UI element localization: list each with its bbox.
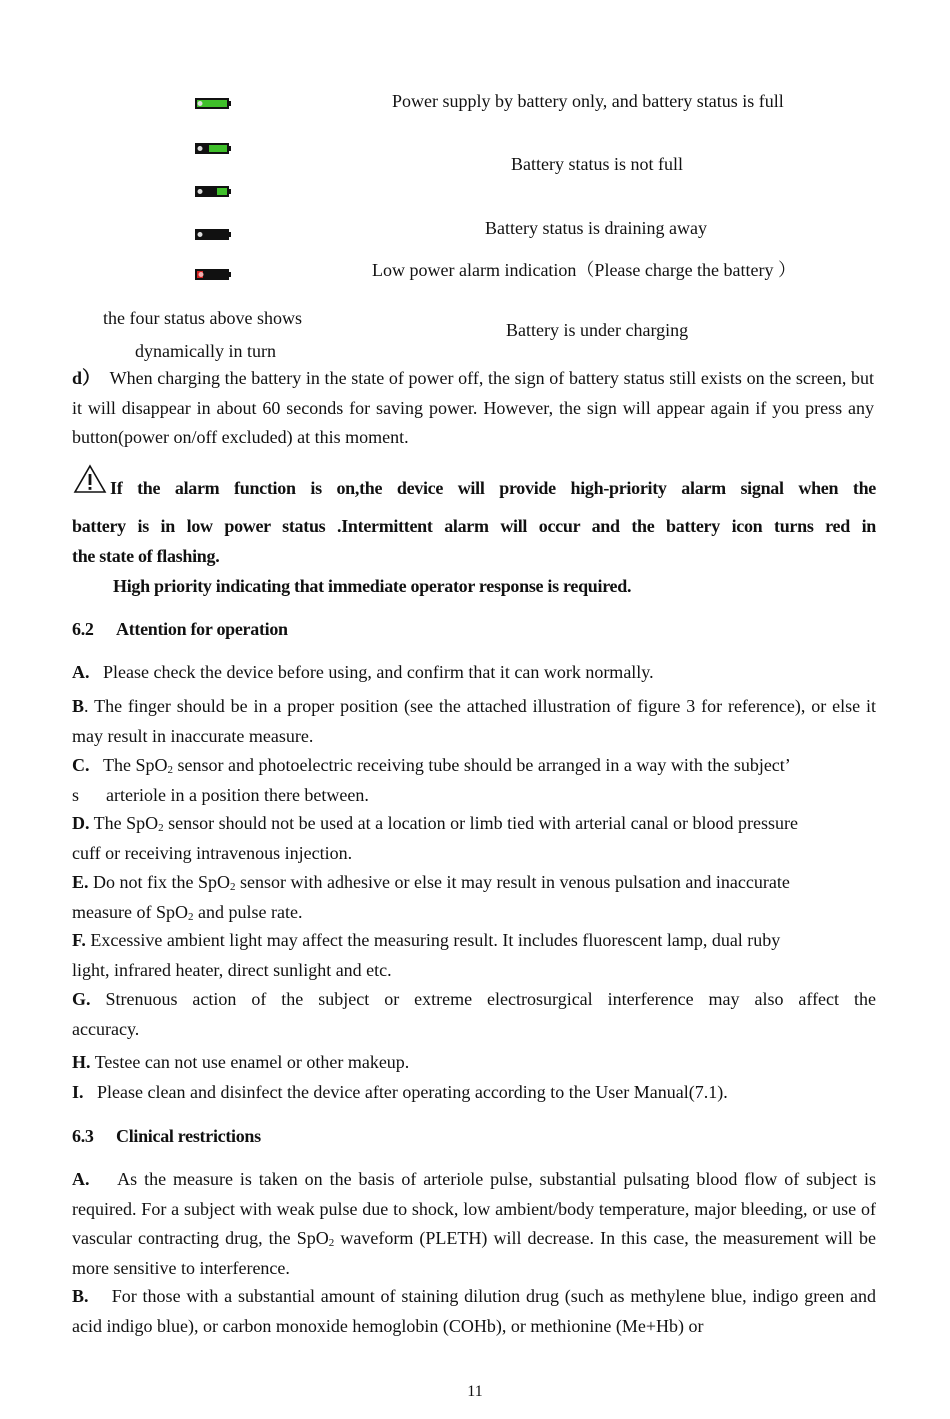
- battery-full-icon: [195, 98, 231, 109]
- item-label: G.: [72, 989, 91, 1009]
- item-6-3-b: [72, 1282, 876, 1341]
- item-label: B.: [72, 1286, 89, 1306]
- item-text: Testee can not use enamel or other makeup.: [90, 1052, 410, 1072]
- section-6-3-heading: [72, 1126, 261, 1147]
- item-text-line2: s arteriole in a position there between.: [72, 784, 369, 805]
- warning-line-1: If the alarm function is on,the device will provide high-priority alarm signal when the: [110, 478, 876, 498]
- item-6-3-a: A. As the measure is taken on the basis of arteriole pulse, substantial pulsating blood flow of subject is required. For a subject with weak pulse due to shock, low ambient/body temperature, major bleeding, or use of vascular contracting drug, the SpO$_2$ waveform (PLETH) will decrease. In this case, the measurement will be more sensitive to interference.: [72, 1169, 877, 1278]
- item-6-2-a: [72, 658, 876, 688]
- item-text: . The finger should be in a proper position (see the attached illustration of figure 3 for reference), or else it may result in inaccurate measure.: [72, 696, 876, 746]
- battery-draining-text: Battery status is draining away: [485, 218, 707, 238]
- paragraph-d-text: When charging the battery in the state of power off, the sign of battery status still exists on the screen, but it will disappear in about 60 seconds for saving power. However, the sign will appear again if you press any button(power on/off excluded) at this moment.: [72, 368, 875, 447]
- page-number: 11: [467, 1383, 483, 1400]
- item-label: A.: [72, 1169, 90, 1189]
- battery-not-full-text: Battery status is not full: [511, 154, 683, 174]
- item-text: Please check the device before using, and confirm that it can work normally.: [103, 662, 654, 682]
- item-label: D.: [72, 813, 90, 833]
- battery-low-red-icon: [195, 269, 231, 280]
- item-label: F.: [72, 930, 86, 950]
- item-6-2-i: [72, 1078, 876, 1108]
- item-label: A.: [72, 662, 90, 682]
- section-6-2-heading: [72, 619, 288, 640]
- battery-partial-icon: [195, 143, 231, 154]
- item-label: I.: [72, 1082, 84, 1102]
- item-label: B: [72, 696, 85, 716]
- item-text-line2: measure of SpO$_2$ and pulse rate.: [72, 901, 303, 923]
- item-label: C.: [72, 755, 90, 775]
- item-text-line2: accuracy.: [72, 1018, 140, 1039]
- battery-low-text: Low power alarm indication（Please charge the battery ）: [372, 260, 797, 280]
- warning-line-2: battery is in low power status .Intermittent alarm will occur and the battery icon turns red in: [72, 516, 876, 536]
- section-6-3-title: Clinical restrictions: [116, 1126, 261, 1146]
- section-6-3-number: 6.3: [72, 1126, 94, 1146]
- warning-triangle-icon: [73, 464, 107, 494]
- section-6-2-number: 6.2: [72, 619, 94, 639]
- item-6-2-g: G. Strenuous action of the subject or extreme electrosurgical interference may also affect the accuracy.: [72, 985, 876, 1044]
- item-6-2-h: [72, 1048, 876, 1078]
- item-text-line2: cuff or receiving intravenous injection.: [72, 842, 353, 863]
- paragraph-d-label: d）: [72, 368, 101, 388]
- cycle-note-line2: dynamically in turn: [135, 341, 276, 361]
- warning-line-4: High priority indicating that immediate operator response is required.: [113, 576, 632, 596]
- paragraph-d: [72, 364, 874, 453]
- item-6-2-b: [72, 692, 876, 751]
- item-text: Please clean and disinfect the device after operating according to the User Manual(7.1).: [97, 1082, 728, 1102]
- section-6-2-title: Attention for operation: [116, 619, 288, 639]
- item-text: For those with a substantial amount of staining dilution drug (such as methylene blue, indigo green and acid indigo blue), or carbon monoxide hemoglobin (COHb), or methionine (Me+Hb) or: [72, 1286, 877, 1336]
- item-label: E.: [72, 872, 89, 892]
- item-6-2-e: E. Do not fix the SpO$_2$ sensor with adhesive or else it may result in venous pulsation and inaccurate measure of SpO$_2$ and pulse rate.: [72, 868, 876, 927]
- item-label: H.: [72, 1052, 91, 1072]
- item-6-2-d: D. The SpO$_2$ sensor should not be used at a location or limb tied with arterial canal or blood pressure cuff or receiving intravenous injection.: [72, 809, 876, 868]
- battery-charging-text: Battery is under charging: [506, 320, 689, 340]
- battery-draining-icon: [195, 229, 231, 240]
- warning-line-3: the state of flashing.: [72, 546, 220, 566]
- battery-full-text: Power supply by battery only, and battery status is full: [392, 91, 784, 111]
- cycle-note-line1: the four status above shows: [103, 308, 302, 328]
- item-text-line2: light, infrared heater, direct sunlight and etc.: [72, 959, 392, 980]
- battery-half-icon: [195, 186, 231, 197]
- item-6-2-f: F. Excessive ambient light may affect the measuring result. It includes fluorescent lamp, dual ruby light, infrared heater, direct sunlight and etc.: [72, 926, 876, 985]
- item-6-2-c: C. The SpO$_2$ sensor and photoelectric receiving tube should be arranged in a way with the subject’ s arteriole in a position there between.: [72, 751, 876, 810]
